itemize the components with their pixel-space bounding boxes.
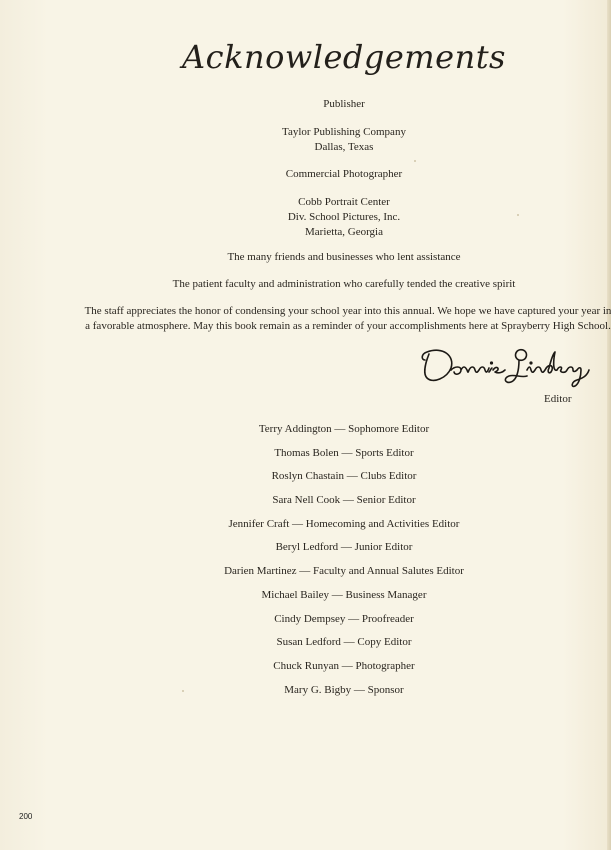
paper-speck <box>517 214 519 216</box>
statement-line: The staff appreciates the honor of condensing your school year into this annual. We hope we have captured your year in <box>84 305 611 317</box>
photographer-line: Marietta, Georgia <box>305 226 383 238</box>
publisher-line: Taylor Publishing Company <box>282 126 406 138</box>
staff-entry: Sara Nell Cook — Senior Editor <box>272 494 416 507</box>
page-title: Acknowledgements <box>182 38 506 76</box>
staff-entry: Cindy Dempsey — Proofreader <box>274 612 414 625</box>
publisher-line: Dallas, Texas <box>314 141 374 153</box>
paper-speck <box>182 690 184 692</box>
publisher-info <box>0 125 611 155</box>
staff-entry: Beryl Ledford — Junior Editor <box>275 541 413 554</box>
staff-entry: Jennifer Craft — Homecoming and Activities Editor <box>228 517 460 530</box>
staff-list <box>0 422 611 706</box>
thanks-friends: The many friends and businesses who lent assistance <box>227 251 461 263</box>
staff-statement <box>68 304 611 334</box>
photographer-line: Div. School Pictures, Inc. <box>287 211 401 223</box>
staff-entry: Terry Addington — Sophomore Editor <box>258 423 430 435</box>
staff-entry: Chuck Runyan — Photographer <box>273 659 415 672</box>
staff-entry: Susan Ledford — Copy Editor <box>276 636 412 649</box>
staff-entry: Michael Bailey — Business Manager <box>261 588 427 601</box>
thanks-faculty: The patient faculty and administration who carefully tended the creative spirit <box>172 278 516 290</box>
signature-title: Editor <box>544 393 572 405</box>
photographer-line: Cobb Portrait Center <box>298 196 390 208</box>
staff-entry: Thomas Bolen — Sports Editor <box>274 446 414 459</box>
staff-entry: Mary G. Bigby — Sponsor <box>284 683 404 696</box>
paper-speck <box>414 160 416 162</box>
staff-entry: Roslyn Chastain — Clubs Editor <box>271 470 417 483</box>
photographer-heading: Commercial Photographer <box>285 168 403 180</box>
editor-signature <box>419 340 591 392</box>
photographer-info <box>0 195 611 240</box>
statement-line: a favorable atmosphere. May this book remain as a reminder of your accomplishments here at Sprayberry High School. <box>85 320 611 332</box>
page-number: 200 <box>19 812 33 821</box>
publisher-heading: Publisher <box>323 98 365 110</box>
staff-entry: Darien Martinez — Faculty and Annual Salutes Editor <box>224 565 464 578</box>
